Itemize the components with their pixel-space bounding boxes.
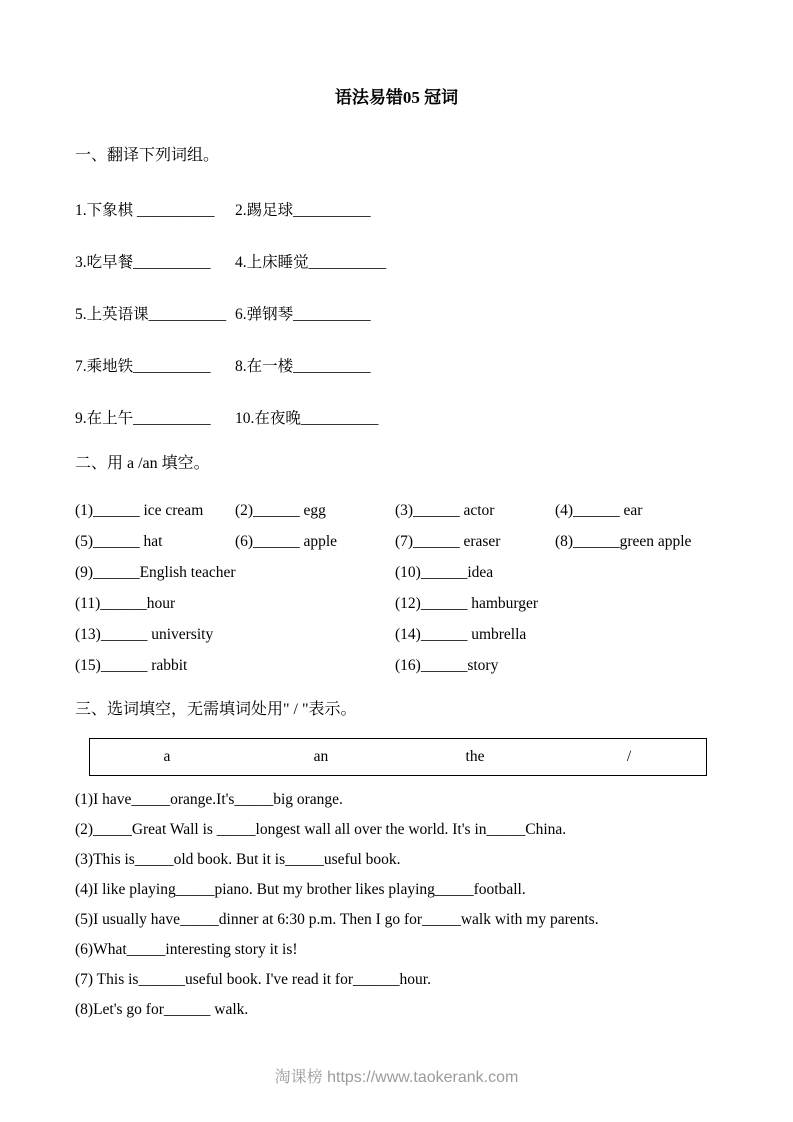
phrase-item: 7.乘地铁__________ — [75, 358, 211, 375]
phrase-item: 4.上床睡觉__________ — [235, 254, 387, 271]
section-one-heading: 一、翻译下列词组。 — [75, 147, 220, 164]
sentence-item: (3)This is_____old book. But it is_____useful book. — [75, 851, 401, 868]
article-options-box — [89, 738, 707, 776]
phrase-row — [75, 408, 718, 430]
fill-item: (12)______ hamburger — [395, 595, 539, 612]
fill-row — [75, 562, 718, 584]
sentence-item: (5)I usually have_____dinner at 6:30 p.m. Then I go for_____walk with my parents. — [75, 911, 599, 928]
fill-row — [75, 500, 718, 522]
fill-item: (4)______ ear — [555, 502, 643, 519]
page-title: 语法易错05 冠词 — [334, 88, 459, 107]
article-option: / — [626, 748, 632, 765]
phrase-item: 3.吃早餐__________ — [75, 254, 211, 271]
phrase-item: 10.在夜晚__________ — [235, 410, 379, 427]
fill-item: (7)______ eraser — [395, 533, 501, 550]
sentence-item: (8)Let's go for______ walk. — [75, 1001, 249, 1018]
fill-item: (6)______ apple — [235, 533, 338, 550]
sentence-item: (6)What_____interesting story it is! — [75, 941, 298, 958]
fill-row — [75, 531, 718, 553]
fill-item: (14)______ umbrella — [395, 626, 527, 643]
article-option: a — [163, 748, 171, 765]
fill-item: (2)______ egg — [235, 502, 326, 519]
phrase-item: 2.踢足球__________ — [235, 202, 371, 219]
phrase-item: 9.在上午__________ — [75, 410, 211, 427]
section-two-heading: 二、用 a /an 填空。 — [75, 455, 210, 472]
phrase-item: 1.下象棋 __________ — [75, 202, 215, 219]
sentence-item: (2)_____Great Wall is _____longest wall all over the world. It's in_____China. — [75, 821, 567, 838]
phrase-row — [75, 252, 718, 274]
fill-row — [75, 624, 718, 646]
phrase-row — [75, 200, 718, 222]
fill-item: (10)______idea — [395, 564, 494, 581]
phrase-item: 5.上英语课__________ — [75, 306, 227, 323]
article-option: the — [465, 748, 485, 765]
phrase-item: 8.在一楼__________ — [235, 358, 371, 375]
fill-row — [75, 593, 718, 615]
fill-item: (11)______hour — [75, 595, 176, 612]
fill-item: (9)______English teacher — [75, 564, 236, 581]
fill-item: (5)______ hat — [75, 533, 163, 550]
article-option: an — [313, 748, 329, 765]
fill-row — [75, 655, 718, 677]
fill-item: (8)______green apple — [555, 533, 692, 550]
fill-item: (3)______ actor — [395, 502, 495, 519]
sentence-item: (1)I have_____orange.It's_____big orange. — [75, 791, 343, 808]
fill-item: (16)______story — [395, 657, 499, 674]
sentence-item: (4)I like playing_____piano. But my brother likes playing_____football. — [75, 881, 526, 898]
section-three-heading: 三、选词填空，无需填词处用" / "表示。 — [75, 701, 357, 718]
fill-item: (15)______ rabbit — [75, 657, 188, 674]
sentence-item: (7) This is______useful book. I've read it for______hour. — [75, 971, 431, 988]
fill-item: (13)______ university — [75, 626, 214, 643]
phrase-row — [75, 356, 718, 378]
footer-watermark: 淘课榜 https://www.taokerank.com — [274, 1069, 519, 1086]
phrase-item: 6.弹钢琴__________ — [235, 306, 371, 323]
phrase-row — [75, 304, 718, 326]
fill-item: (1)______ ice cream — [75, 502, 204, 519]
